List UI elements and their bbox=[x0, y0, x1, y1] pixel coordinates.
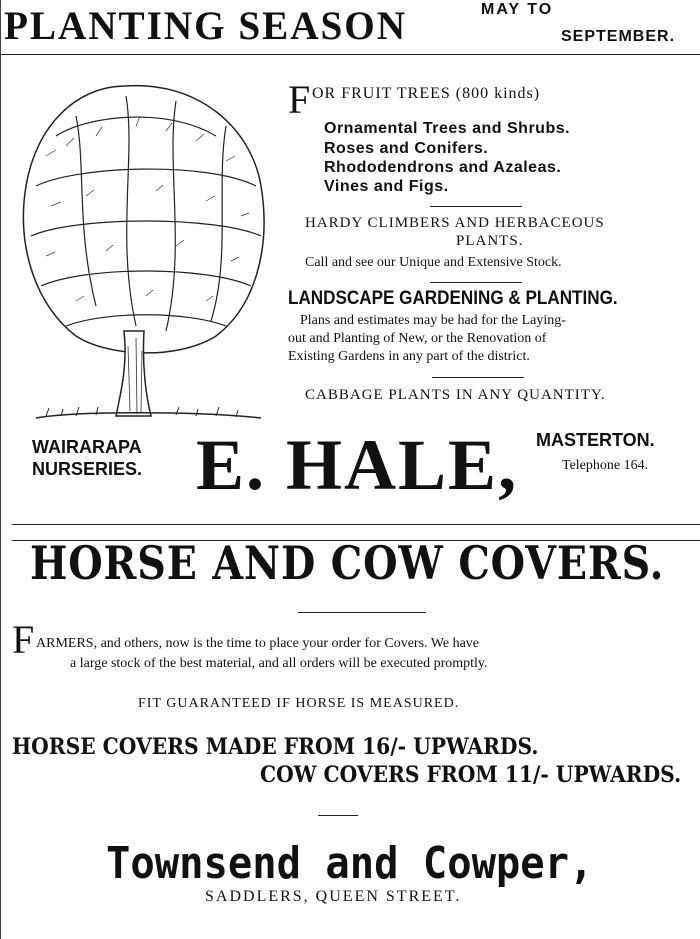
town-name: MASTERTON. bbox=[536, 430, 655, 450]
nursery-name-1: WAIRARAPA bbox=[32, 437, 142, 457]
drop-cap-f: F bbox=[12, 617, 35, 662]
proprietor-name: E. HALE, bbox=[196, 425, 519, 505]
season-start: MAY TO bbox=[481, 1, 554, 18]
rhododendrons-line: Rhododendrons and Azaleas. bbox=[324, 159, 562, 176]
hardy-climbers-line: HARDY CLIMBERS AND HERBACEOUS bbox=[305, 215, 605, 231]
firm-name: Townsend and Cowper, bbox=[106, 838, 594, 889]
ad-separator bbox=[12, 524, 700, 525]
horse-covers-price: HORSE COVERS MADE FROM 16/- UPWARDS. bbox=[12, 734, 539, 760]
vines-line: Vines and Figs. bbox=[324, 178, 449, 195]
header-rule bbox=[0, 54, 700, 55]
call-line: Call and see our Unique and Extensive Stock. bbox=[305, 255, 562, 270]
divider bbox=[318, 815, 358, 816]
landscape-text-1: Plans and estimates may be had for the Laying- bbox=[300, 313, 566, 328]
nursery-name-2: NURSERIES. bbox=[32, 459, 143, 479]
drop-cap-f: F bbox=[288, 77, 311, 122]
page-border bbox=[0, 0, 1, 939]
cabbage-line: CABBAGE PLANTS IN ANY QUANTITY. bbox=[305, 387, 606, 403]
fruit-trees-line: OR FRUIT TREES (800 kinds) bbox=[312, 85, 541, 102]
ornamental-line: Ornamental Trees and Shrubs. bbox=[324, 120, 571, 137]
telephone: Telephone 164. bbox=[562, 458, 649, 473]
tree-illustration bbox=[16, 76, 276, 426]
divider bbox=[430, 282, 522, 283]
fit-guaranteed: FIT GUARANTEED IF HORSE IS MEASURED. bbox=[138, 696, 460, 711]
plants-line: PLANTS. bbox=[456, 233, 524, 249]
landscape-text-3: Existing Gardens in any part of the district. bbox=[288, 349, 530, 364]
firm-address: SADDLERS, QUEEN STREET. bbox=[205, 888, 462, 905]
season-end: SEPTEMBER. bbox=[561, 28, 676, 45]
covers-heading: HORSE AND COW COVERS. bbox=[30, 536, 665, 590]
farmers-line-1: ARMERS, and others, now is the time to place your order for Covers. We have bbox=[36, 636, 480, 651]
divider bbox=[432, 377, 524, 378]
page-title: PLANTING SEASON bbox=[4, 3, 407, 48]
farmers-line-2: a large stock of the best material, and all orders will be executed promptly. bbox=[70, 656, 488, 671]
divider bbox=[430, 206, 522, 207]
roses-line: Roses and Conifers. bbox=[324, 140, 489, 157]
landscape-heading: LANDSCAPE GARDENING & PLANTING. bbox=[288, 288, 618, 309]
divider bbox=[298, 612, 426, 613]
cow-covers-price: COW COVERS FROM 11/- UPWARDS. bbox=[260, 762, 682, 788]
landscape-text-2: out and Planting of New, or the Renovation of bbox=[288, 331, 547, 346]
